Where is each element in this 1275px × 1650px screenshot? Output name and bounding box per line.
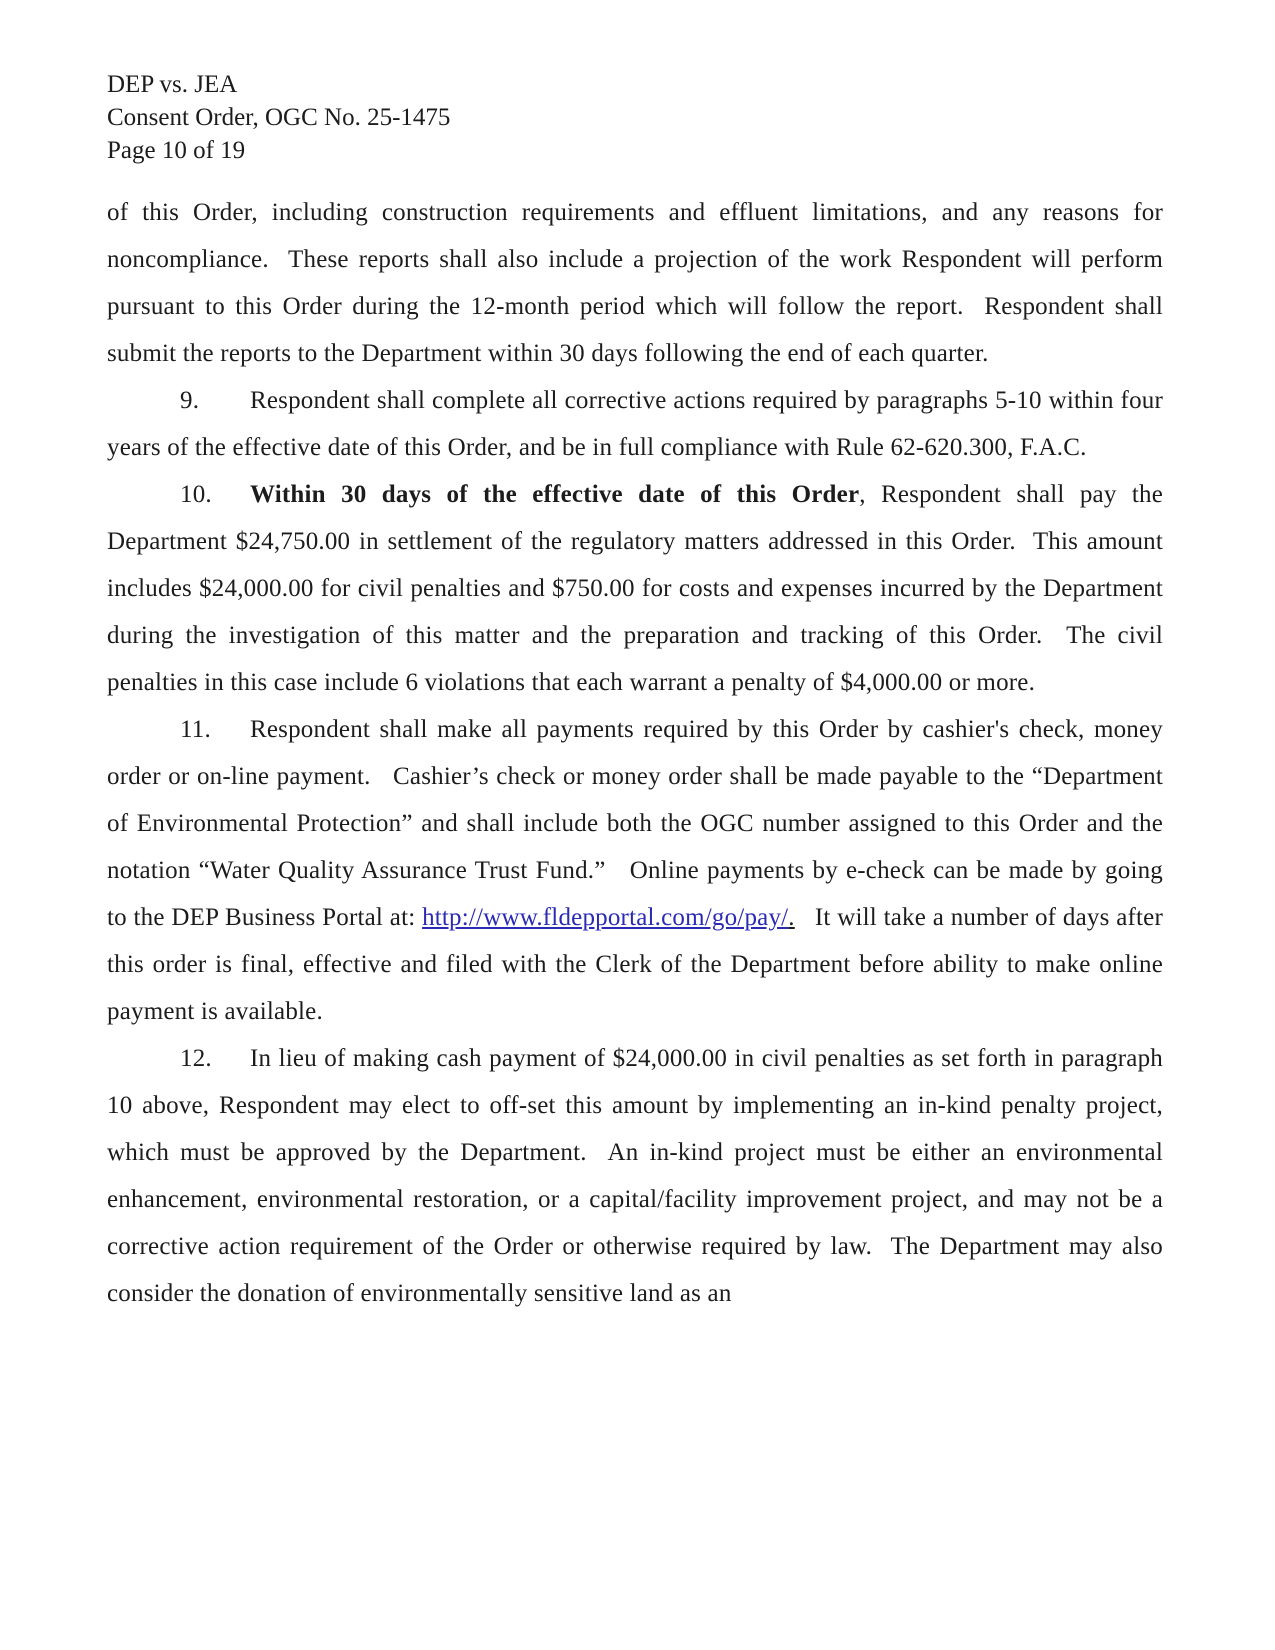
- header-page-number: Page 10 of 19: [107, 137, 246, 164]
- paragraph-10: [107, 471, 1163, 706]
- text-segment: Respondent shall complete all corrective actions required by paragraphs 5-10 within four years of the effective date of this Order, and be in full compliance with Rule 62-620.300, F.A.C.: [107, 387, 1163, 461]
- text-segment: Within 30 days of the effective date of this Order: [250, 481, 860, 508]
- text-segment: Respondent shall make all payments required by this Order by cashier's check, money order or on-line payment. Cashier’s check or money order shall be made payable to the “Department of Environmental Protection” and shall include both the OGC number assigned to this Order and the notation “Water Quality Assurance Trust Fund.” Online payments by e-check can be made by going to the DEP Business Portal at:: [107, 716, 1163, 931]
- text-segment: In lieu of making cash payment of $24,000.00 in civil penalties as set forth in paragraph 10 above, Respondent may elect to off-set this amount by implementing an in-kind penalty project, which must be approved by the Department. An in-kind project must be either an environmental enhancement, environmental restoration, or a capital/facility improvement project, and may not be a corrective action requirement of the Order or otherwise required by law. The Department may also consider the donation of environmentally sensitive land as an: [107, 1045, 1163, 1307]
- paragraph-number: 9.: [180, 387, 200, 414]
- text-segment: It will take a number of days after this order is final, effective and filed with the Clerk of the Department before ability to make online payment is available.: [107, 904, 1163, 1025]
- paragraph-continuation: [107, 189, 1163, 377]
- paragraph-number: 12.: [180, 1045, 212, 1072]
- paragraph-number: 11.: [180, 716, 211, 743]
- header-case-title: DEP vs. JEA: [107, 71, 238, 98]
- header-document-title: Consent Order, OGC No. 25-1475: [107, 104, 451, 131]
- text-segment: of this Order, including construction requirements and effluent limitations, and any reasons for noncompliance. These reports shall also include a projection of the work Respondent will perform pursuant to this Order during the 12-month period which will follow the report. Respondent shall submit the reports to the Department within 30 days following the end of each quarter.: [107, 199, 1163, 367]
- document-body: [107, 189, 1163, 1317]
- paragraph-number: 10.: [180, 481, 212, 508]
- paragraph-11: [107, 706, 1163, 1035]
- paragraph-12: [107, 1035, 1163, 1317]
- payment-portal-link[interactable]: http://www.fldepportal.com/go/pay/: [422, 904, 789, 931]
- paragraph-9: [107, 377, 1163, 471]
- document-header: [107, 68, 1163, 167]
- text-segment: , Respondent shall pay the Department $24,750.00 in settlement of the regulatory matters addressed in this Order. This amount includes $24,000.00 for civil penalties and $750.00 for costs and expenses incurred by the Department during the investigation of this matter and the preparation and tracking of this Order. The civil penalties in this case include 6 violations that each warrant a penalty of $4,000.00 or more.: [107, 481, 1163, 696]
- text-segment: .: [788, 904, 795, 931]
